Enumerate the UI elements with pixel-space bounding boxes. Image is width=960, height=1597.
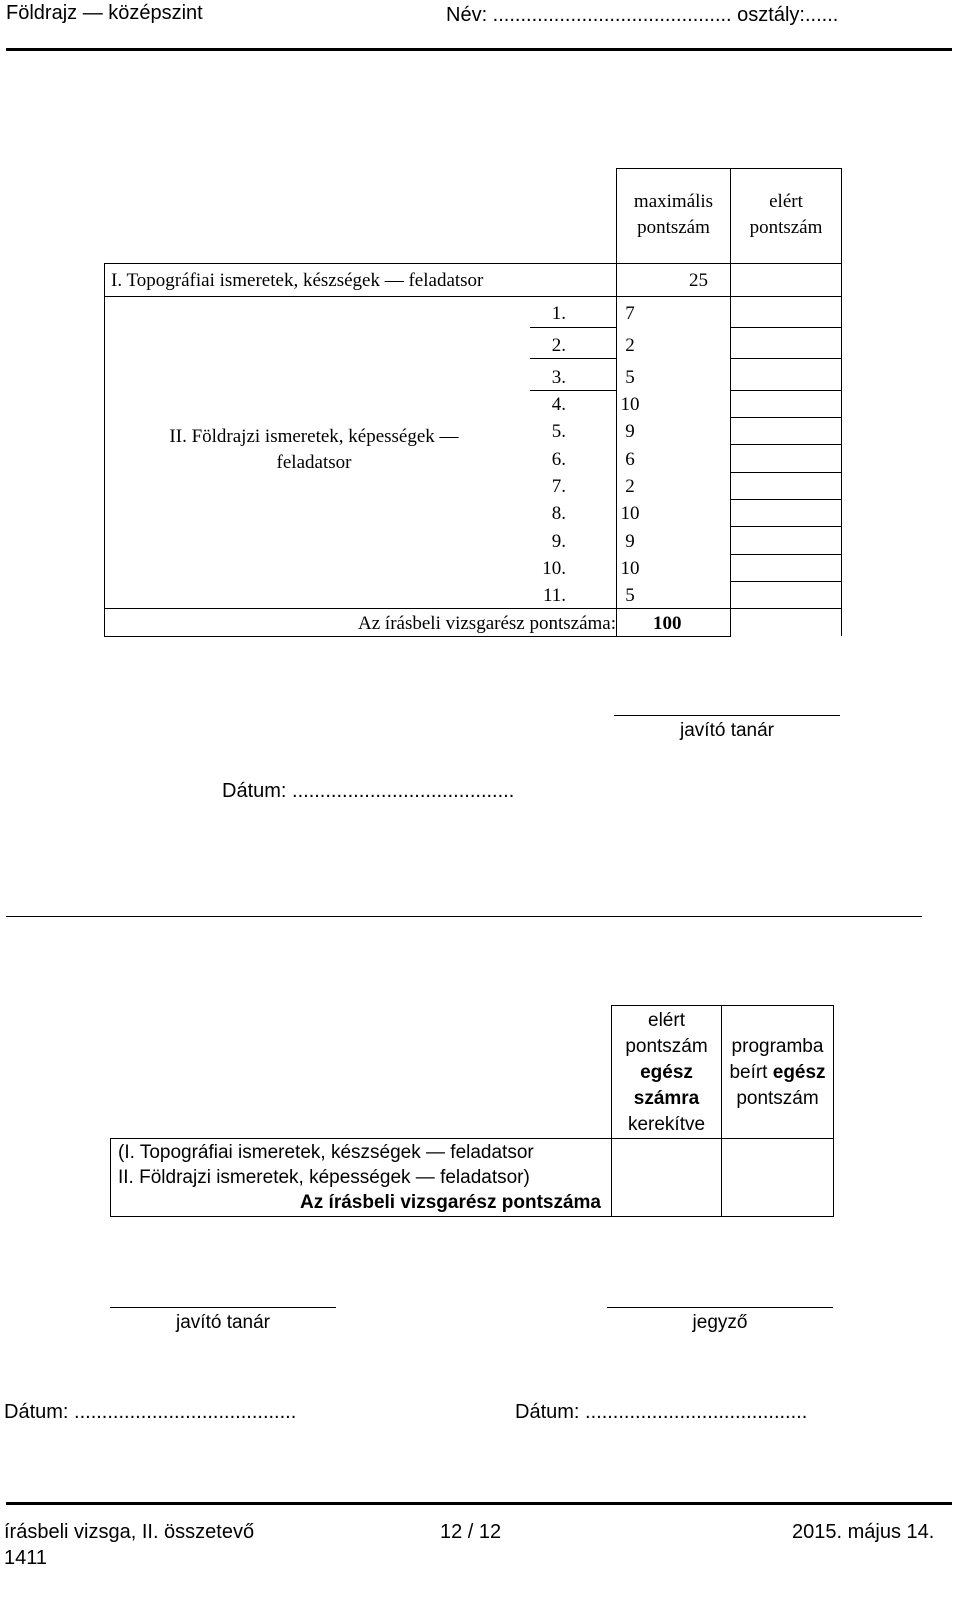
row-line xyxy=(730,390,842,391)
item-max: 9 xyxy=(625,531,635,552)
signature-line-right xyxy=(607,1307,833,1308)
section2-label-line2: feladatsor xyxy=(276,452,352,473)
item-max: 10 xyxy=(620,394,640,415)
row-line xyxy=(730,608,842,609)
item-num: 7. xyxy=(551,476,566,497)
section2-label xyxy=(104,424,524,476)
header-rule xyxy=(6,48,952,51)
item-max: 9 xyxy=(625,421,635,442)
row-line xyxy=(730,358,842,359)
date-field-left[interactable]: Dátum: ........................................ xyxy=(4,1401,297,1423)
signature-line-1 xyxy=(614,715,840,716)
final-col1-l4: számra xyxy=(633,1088,700,1109)
row-line xyxy=(530,327,617,328)
col-divider-right xyxy=(841,296,842,636)
section-divider xyxy=(6,916,922,917)
final-col2-header xyxy=(721,1005,834,1139)
section1-label-cell xyxy=(104,263,617,297)
item-max: 5 xyxy=(625,367,635,388)
item-max: 10 xyxy=(620,503,640,524)
signature-line-left xyxy=(110,1307,336,1308)
header-got-cell xyxy=(730,168,842,264)
total-label-cell xyxy=(104,608,617,637)
item-max: 7 xyxy=(625,303,635,324)
item-num: 4. xyxy=(551,394,566,415)
item-max: 5 xyxy=(625,585,635,606)
footer-page: 12 / 12 xyxy=(440,1521,502,1543)
header-got-line1: elért xyxy=(769,191,803,212)
row-line xyxy=(730,472,842,473)
signature-role-right: jegyző xyxy=(692,1312,748,1333)
final-col1-l1: elért xyxy=(648,1010,685,1031)
final-rounded-score-cell[interactable] xyxy=(611,1138,722,1217)
final-col1-l2: pontszám xyxy=(625,1036,708,1057)
section1-got-cell[interactable] xyxy=(730,263,842,297)
col-divider-mid xyxy=(730,296,731,636)
item-num: 3. xyxy=(551,367,566,388)
date-field-right[interactable]: Dátum: ........................................ xyxy=(515,1401,808,1423)
section2-label-line1: II. Földrajzi ismeretek, képességek — xyxy=(169,426,459,447)
total-label: Az írásbeli vizsgarész pontszáma: xyxy=(358,613,616,634)
final-col2-l3: pontszám xyxy=(736,1088,819,1109)
row-line xyxy=(730,444,842,445)
signature-role-1: javító tanár xyxy=(680,720,774,741)
header-max-line2: pontszám xyxy=(637,217,710,238)
header-subject: Földrajz — középszint xyxy=(6,2,203,24)
final-col1-l5: kerekítve xyxy=(627,1114,706,1135)
item-num: 8. xyxy=(551,503,566,524)
row-line xyxy=(730,499,842,500)
total-max: 100 xyxy=(653,613,682,634)
item-num: 11. xyxy=(542,585,566,606)
item-num: 6. xyxy=(551,449,566,470)
item-num: 1. xyxy=(551,303,566,324)
final-col2-l1: programba xyxy=(731,1036,824,1057)
header-name-field: Név: ........................................... osztály:...... xyxy=(446,4,839,26)
final-col1-header xyxy=(611,1005,722,1139)
final-row-line3: Az írásbeli vizsgarész pontszáma xyxy=(300,1192,601,1213)
total-max-cell xyxy=(616,608,731,637)
section1-max-cell xyxy=(616,263,731,297)
item-num: 9. xyxy=(551,531,566,552)
item-max: 10 xyxy=(620,558,640,579)
final-col2-l2a: beírt xyxy=(729,1062,773,1083)
final-entered-score-cell[interactable] xyxy=(721,1138,834,1217)
item-num: 2. xyxy=(551,335,566,356)
section1-label: I. Topográfiai ismeretek, készségek — feladatsor xyxy=(111,270,484,291)
row-line xyxy=(730,417,842,418)
signature-role-left: javító tanár xyxy=(176,1312,270,1333)
footer-exam-type: írásbeli vizsga, II. összetevő xyxy=(4,1521,255,1543)
item-max: 2 xyxy=(625,476,635,497)
section1-max: 25 xyxy=(689,270,708,291)
footer-code: 1411 xyxy=(4,1547,48,1569)
footer-rule xyxy=(6,1502,952,1505)
date-field-1[interactable]: Dátum: ........................................ xyxy=(222,780,515,802)
header-max-cell xyxy=(616,168,731,264)
row-line xyxy=(730,526,842,527)
header-got-line2: pontszám xyxy=(749,217,823,238)
row-line xyxy=(730,327,842,328)
final-row-line1: (I. Topográfiai ismeretek, készségek — feladatsor xyxy=(118,1142,534,1163)
final-col1-l3: egész xyxy=(640,1062,693,1083)
row-line xyxy=(730,581,842,582)
final-row-line2: II. Földrajzi ismeretek, képességek — feladatsor) xyxy=(118,1167,530,1188)
header-max-line1: maximális xyxy=(633,191,714,212)
final-col2-l2b: egész xyxy=(772,1062,826,1083)
col-divider-left xyxy=(616,296,617,608)
row-line xyxy=(530,390,617,391)
row-line xyxy=(530,358,617,359)
footer-date: 2015. május 14. xyxy=(792,1521,935,1543)
item-num: 5. xyxy=(551,421,566,442)
item-max: 6 xyxy=(625,449,635,470)
item-max: 2 xyxy=(625,335,635,356)
section2-items xyxy=(530,298,730,608)
item-num: 10. xyxy=(542,558,566,579)
row-line xyxy=(730,554,842,555)
final-desc-cell xyxy=(110,1138,612,1217)
